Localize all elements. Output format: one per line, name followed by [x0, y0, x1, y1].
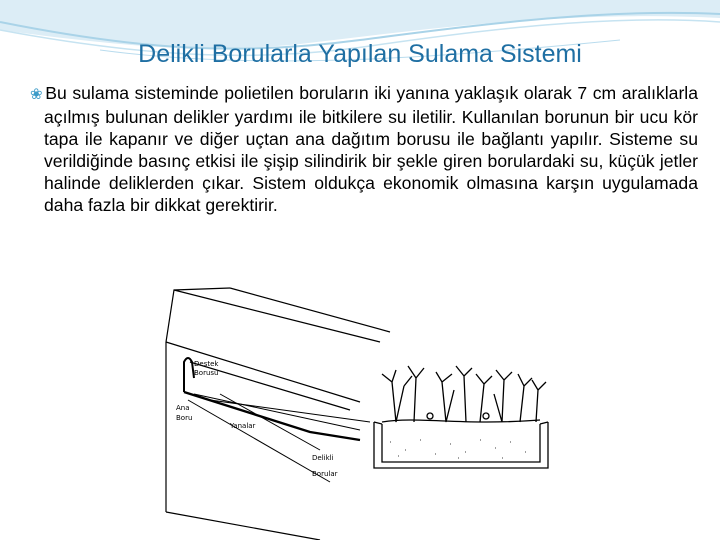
label-support-2: Borusu [194, 369, 219, 377]
label-main-1: Ana [176, 404, 190, 412]
label-perforated-2: Borular [312, 470, 338, 478]
label-laterals: Yanalar [230, 422, 256, 430]
label-perforated-1: Delikli [312, 454, 334, 462]
paragraph-text: Bu sulama sisteminde polietilen boruların iki yanına yaklaşık olarak 7 cm aralıklarla açılmış bulunan delikler yardımı ile bitkilere su iletilir. Kullanılan borunun bir ucu kör tapa ile kapanır ve diğer uçtan ana dağıtım borusu ile bağlantı yapılır. Sisteme su verildiğinde basınç etkisi ile şişip silindirik bir şekle giren borulardaki su, küçük jetler halinde deliklerden çıkar. Sistem oldukça ekonomik olmasına karşın uygulamada daha fazla bir dikkat gerektirir. [44, 83, 698, 215]
slide-title: Delikli Borularla Yapılan Sulama Sistemi [138, 40, 582, 68]
label-support-1: Destek [194, 360, 219, 368]
irrigation-diagram [160, 282, 558, 540]
decorative-bullet-icon: ❀ [30, 86, 44, 103]
body-text [30, 82, 698, 216]
bullet-paragraph [30, 82, 698, 216]
label-main-2: Boru [176, 414, 193, 422]
